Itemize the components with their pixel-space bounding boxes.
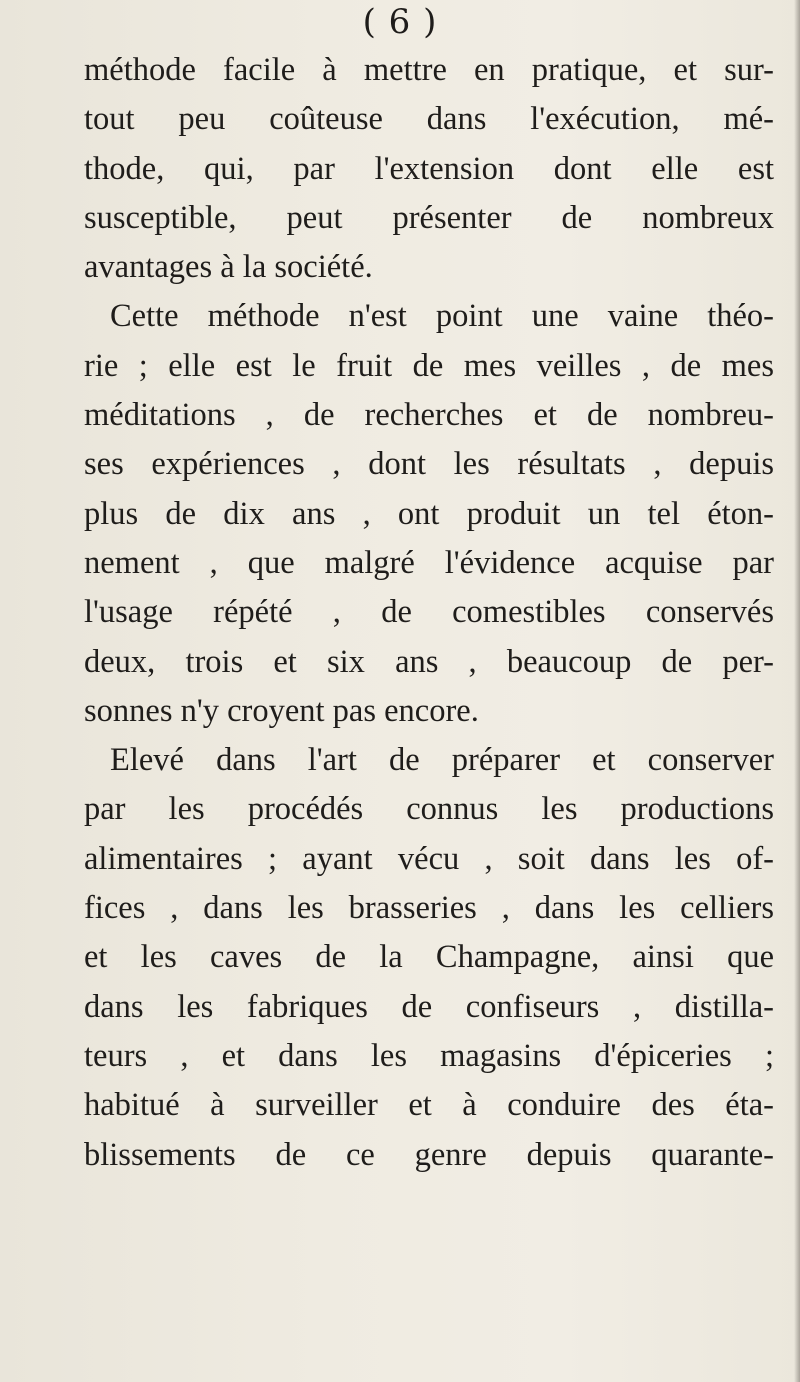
text-line: par les procédés connus les productions — [84, 791, 774, 828]
text-line: susceptible, peut présenter de nombreux — [84, 199, 774, 236]
text-line: blissements de ce genre depuis quarante- — [84, 1136, 774, 1173]
text-line: rie ; elle est le fruit de mes veilles , de mes — [84, 347, 774, 384]
text-line: deux, trois et six ans , beaucoup de per- — [84, 643, 774, 680]
text-line: sonnes n'y croyent pas encore. — [84, 692, 479, 729]
text-line: plus de dix ans , ont produit un tel éton- — [84, 495, 774, 532]
text-line: nement , que malgré l'évidence acquise par — [84, 544, 774, 581]
text-line: fices , dans les brasseries , dans les celliers — [84, 890, 774, 927]
text-line: teurs , et dans les magasins d'épiceries ; — [84, 1037, 774, 1074]
text-line: habitué à surveiller et à conduire des éta- — [84, 1087, 774, 1124]
page-edge-shadow — [794, 0, 800, 1382]
text-line: méditations , de recherches et de nombreu- — [84, 397, 774, 434]
text-line: Cette méthode n'est point une vaine théo- — [110, 298, 774, 335]
text-line: dans les fabriques de confiseurs , distilla- — [84, 988, 774, 1025]
text-line: tout peu coûteuse dans l'exécution, mé- — [84, 101, 774, 138]
text-line: méthode facile à mettre en pratique, et sur- — [84, 52, 774, 88]
text-line: l'usage répété , de comestibles conservés — [84, 594, 774, 631]
page-number: ( 6 ) — [362, 2, 438, 42]
text-line: thode, qui, par l'extension dont elle est — [84, 150, 774, 187]
text-line: ses expériences , dont les résultats , depuis — [84, 446, 774, 483]
text-line: et les caves de la Champagne, ainsi que — [84, 939, 774, 976]
text-line: alimentaires ; ayant vécu , soit dans les of- — [84, 840, 774, 877]
text-line: avantages à la société. — [84, 249, 373, 286]
text-line: Elevé dans l'art de préparer et conserver — [110, 742, 774, 779]
body-text — [84, 46, 774, 1180]
